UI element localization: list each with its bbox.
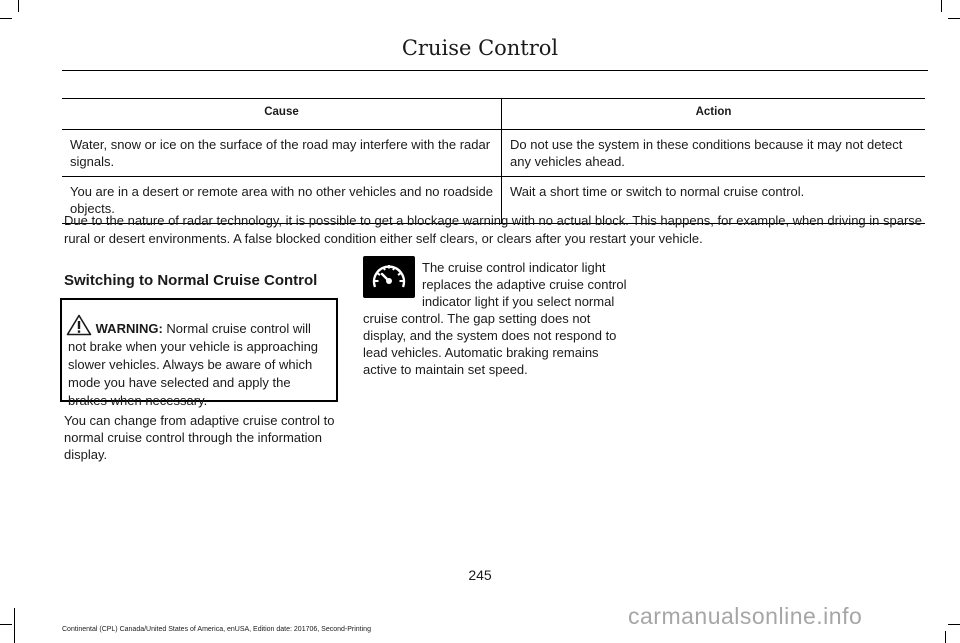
table-cell-cause: Water, snow or ice on the surface of the road may interfere with the radar signals. — [62, 130, 502, 177]
column-header-action: Action — [502, 99, 926, 130]
crop-mark — [948, 18, 960, 19]
warning-label: WARNING: — [95, 321, 163, 336]
page-title: Cruise Control — [401, 36, 559, 60]
table-cell-action: Wait a short time or switch to normal cruise control. — [502, 177, 926, 224]
page-number: 245 — [468, 567, 492, 583]
crop-mark — [941, 0, 942, 12]
column-header-cause: Cause — [62, 99, 502, 130]
table-cell-cause: You are in a desert or remote area with no other vehicles and no roadside objects. — [62, 177, 502, 224]
table-header-row — [62, 99, 925, 130]
crop-mark — [14, 608, 15, 643]
indicator-paragraph: The cruise control indicator light replaces the adaptive cruise control indicator light if you select normal cruise control. The gap setting does not display, and the system does not respond to lead vehicles. Automatic braking remains active to maintain set speed. — [363, 260, 627, 377]
radar-blockage-paragraph: Due to the nature of radar technology, it is possible to get a blockage warning with no actual block. This happens, for example, when driving in sparse rural or desert environments. A false blocked condition either self clears, or clears after you restart your vehicle. — [64, 213, 923, 246]
crop-mark — [18, 0, 19, 12]
watermark: carmanualsonline.info — [628, 603, 863, 629]
crop-mark — [948, 624, 960, 625]
crop-mark — [0, 18, 12, 19]
warning-text: Normal cruise control will not brake when your vehicle is approaching slower vehicles. Always be aware of which mode you have selected and apply the brakes when necessary. — [68, 321, 319, 408]
header-divider — [62, 70, 928, 71]
edition-footer: Continental (CPL) Canada/United States of America, enUSA, Edition date: 201706, Second-Printing — [62, 626, 371, 633]
cause-action-table — [62, 98, 925, 224]
table-cell-action: Do not use the system in these conditions because it may not detect any vehicles ahead. — [502, 130, 926, 177]
indicator-paragraph-block — [363, 259, 633, 378]
crop-mark — [945, 631, 946, 643]
section-heading: Switching to Normal Cruise Control — [64, 272, 318, 289]
icon-spacer — [363, 259, 422, 306]
change-mode-paragraph: You can change from adaptive cruise control to normal cruise control through the information display. — [64, 413, 335, 462]
table-row — [62, 130, 925, 177]
warning-triangle-icon — [66, 314, 92, 336]
crop-mark — [0, 624, 12, 625]
warning-box — [60, 298, 338, 408]
